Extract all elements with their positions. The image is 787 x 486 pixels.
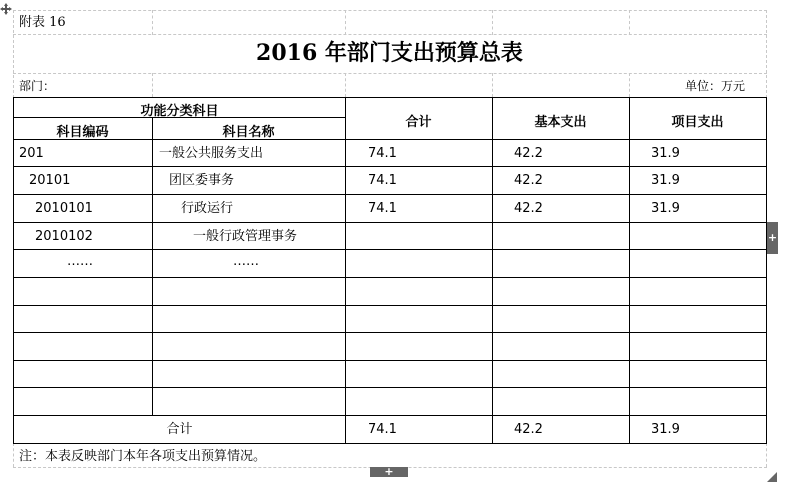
table-border xyxy=(13,305,767,306)
footnote: 注：本表反映部门本年各项支出预算情况。 xyxy=(19,449,267,464)
row-total: 74.1 xyxy=(368,173,397,188)
grid-line xyxy=(492,73,493,97)
table-border xyxy=(13,360,767,361)
row-name: 一般公共服务支出 xyxy=(159,146,264,161)
table-border xyxy=(13,97,767,98)
table-border xyxy=(13,97,14,443)
table-border xyxy=(13,415,767,416)
row-code: 2010101 xyxy=(35,201,93,216)
row-code: 201 xyxy=(19,146,44,161)
grid-line xyxy=(766,10,767,98)
row-basic: 42.2 xyxy=(514,201,543,216)
grid-line xyxy=(492,10,493,35)
header-project: 项目支出 xyxy=(671,115,724,130)
grid-line xyxy=(629,10,630,35)
row-name: …… xyxy=(233,254,259,269)
row-code: 2010102 xyxy=(35,229,93,244)
grid-line xyxy=(766,443,767,467)
table-border xyxy=(13,277,767,278)
resize-corner-icon[interactable] xyxy=(767,467,777,477)
grid-line xyxy=(345,73,346,97)
attachment-label: 附表 16 xyxy=(19,15,66,30)
row-basic: 42.2 xyxy=(514,146,543,161)
table-border xyxy=(13,166,767,167)
grid-line xyxy=(345,10,346,35)
header-basic: 基本支出 xyxy=(534,115,587,130)
row-code: 20101 xyxy=(29,173,71,188)
row-name: 团区委事务 xyxy=(169,173,235,188)
grid-line xyxy=(13,73,767,74)
row-project: 31.9 xyxy=(651,173,680,188)
unit-label: 单位：万元 xyxy=(685,79,746,93)
grid-line xyxy=(13,34,767,35)
grid-line xyxy=(13,443,14,467)
grid-line xyxy=(629,73,630,97)
row-name: 行政运行 xyxy=(181,201,234,216)
row-project: 31.9 xyxy=(651,201,680,216)
grid-line xyxy=(152,73,153,97)
table-border xyxy=(13,387,767,388)
table-border xyxy=(13,194,767,195)
table-border xyxy=(152,117,153,415)
header-name: 科目名称 xyxy=(222,125,275,140)
page-title: 2016 年部门支出预算总表 xyxy=(256,40,523,66)
table-border xyxy=(13,249,767,250)
row-code: …… xyxy=(67,254,93,269)
header-group: 功能分类科目 xyxy=(140,104,219,119)
department-label: 部门： xyxy=(19,79,56,93)
table-border xyxy=(13,222,767,223)
row-total: 74.1 xyxy=(368,146,397,161)
row-name: 一般行政管理事务 xyxy=(193,229,298,244)
row-basic: 42.2 xyxy=(514,173,543,188)
sum-label: 合计 xyxy=(166,422,193,437)
table-border xyxy=(13,332,767,333)
move-handle-icon[interactable] xyxy=(0,0,12,12)
header-code: 科目编码 xyxy=(56,125,109,140)
add-column-handle-icon[interactable]: + xyxy=(767,222,778,254)
sum-basic: 42.2 xyxy=(514,422,543,437)
table-border xyxy=(345,97,346,443)
sum-total: 74.1 xyxy=(368,422,397,437)
grid-line xyxy=(13,10,767,11)
row-total: 74.1 xyxy=(368,201,397,216)
add-row-handle-icon[interactable]: + xyxy=(370,467,408,477)
table-border xyxy=(492,97,493,443)
header-total: 合计 xyxy=(405,115,432,130)
grid-line xyxy=(152,10,153,35)
table-border xyxy=(629,97,630,443)
table-border xyxy=(766,97,767,443)
sum-project: 31.9 xyxy=(651,422,680,437)
table-border xyxy=(13,443,767,444)
row-project: 31.9 xyxy=(651,146,680,161)
